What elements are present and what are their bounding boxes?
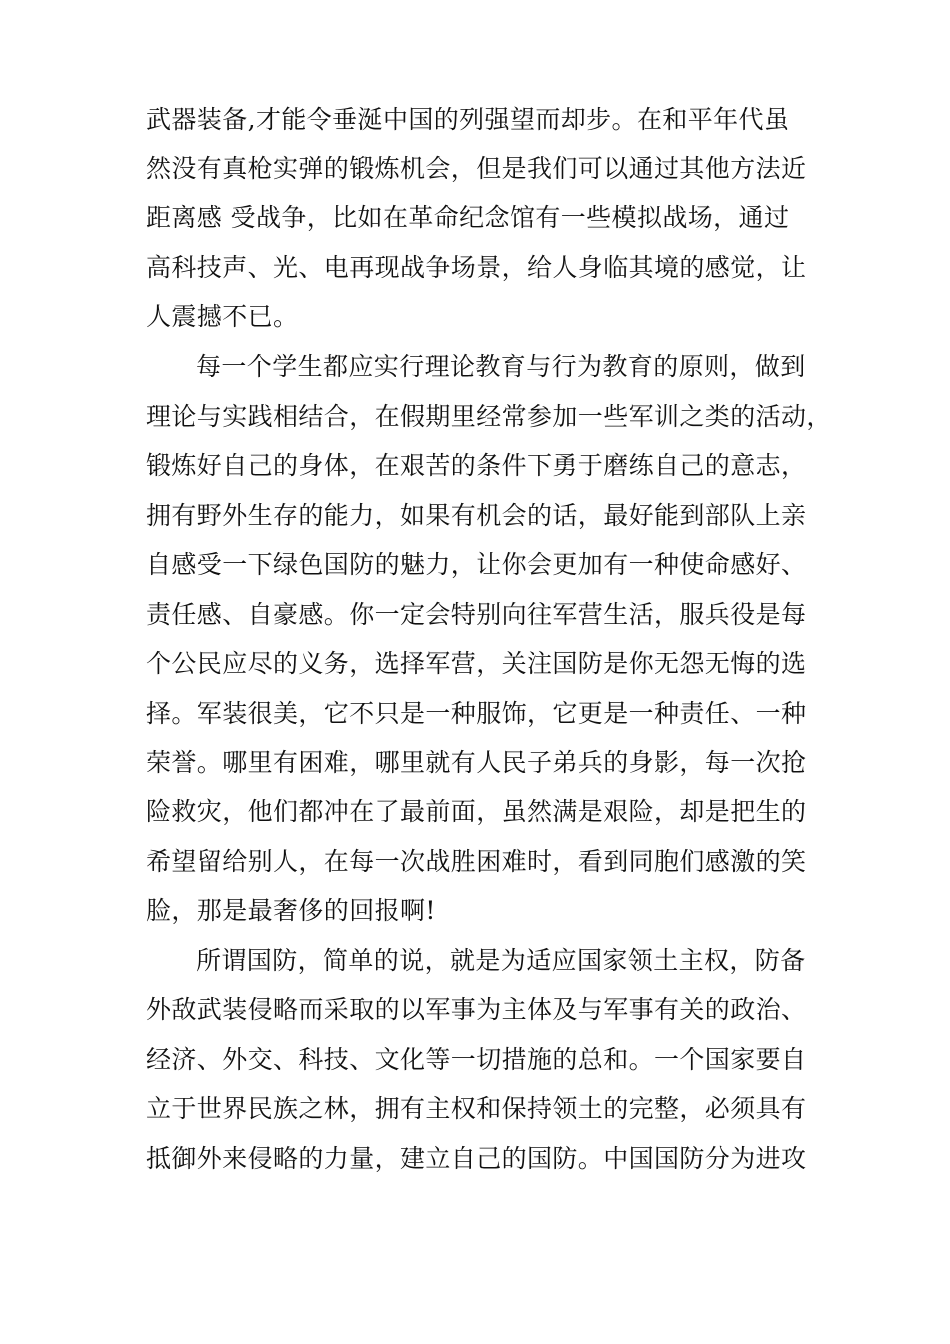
text-line: 距离感 受战争，比如在革命纪念馆有一些模拟战场，通过 xyxy=(146,203,790,232)
text-line: 立于世界民族之林，拥有主权和保持领土的完整，必须具有 xyxy=(146,1094,807,1123)
paragraph-first-line: 每一个学生都应实行理论教育与行为教育的原则，做到 xyxy=(196,352,806,381)
text-line: 抵御外来侵略的力量，建立自己的国防。中国国防分为进攻 xyxy=(146,1144,807,1173)
text-line: 锻炼好自己的身体，在艰苦的条件下勇于磨练自己的意志， xyxy=(146,451,807,480)
text-line: 险救灾，他们都冲在了最前面，虽然满是艰险，却是把生的 xyxy=(146,797,807,826)
text-line: 外敌武装侵略而采取的以军事为主体及与军事有关的政治、 xyxy=(146,995,807,1024)
paragraph-first-line: 所谓国防，简单的说，就是为适应国家领土主权，防备 xyxy=(196,946,806,975)
text-line: 武器装备,才能令垂涎中国的列强望而却步。在和平年代虽 xyxy=(146,105,790,134)
text-line: 理论与实践相结合，在假期里经常参加一些军训之类的活动， xyxy=(146,402,832,431)
text-line: 人震撼不已。 xyxy=(146,302,299,331)
text-line: 荣誉。哪里有困难，哪里就有人民子弟兵的身影，每一次抢 xyxy=(146,748,807,777)
text-line: 拥有野外生存的能力，如果有机会的话，最好能到部队上亲 xyxy=(146,501,807,530)
text-line: 脸，那是最奢侈的回报啊! xyxy=(146,896,436,925)
text-line: 然没有真枪实弹的锻炼机会，但是我们可以通过其他方法近 xyxy=(146,154,807,183)
text-line: 个公民应尽的义务，选择军营，关注国防是你无怨无悔的选 xyxy=(146,649,807,678)
text-line: 择。军装很美，它不只是一种服饰，它更是一种责任、一种 xyxy=(146,699,807,728)
text-line: 希望留给别人，在每一次战胜困难时，看到同胞们感激的笑 xyxy=(146,847,807,876)
text-line: 经济、外交、科技、文化等一切措施的总和。一个国家要自 xyxy=(146,1045,807,1074)
text-line: 高科技声、光、电再现战争场景，给人身临其境的感觉，让 xyxy=(146,253,807,282)
text-line: 自感受一下绿色国防的魅力，让你会更加有一种使命感好、 xyxy=(146,550,807,579)
text-line: 责任感、自豪感。你一定会特别向往军营生活，服兵役是每 xyxy=(146,600,807,629)
